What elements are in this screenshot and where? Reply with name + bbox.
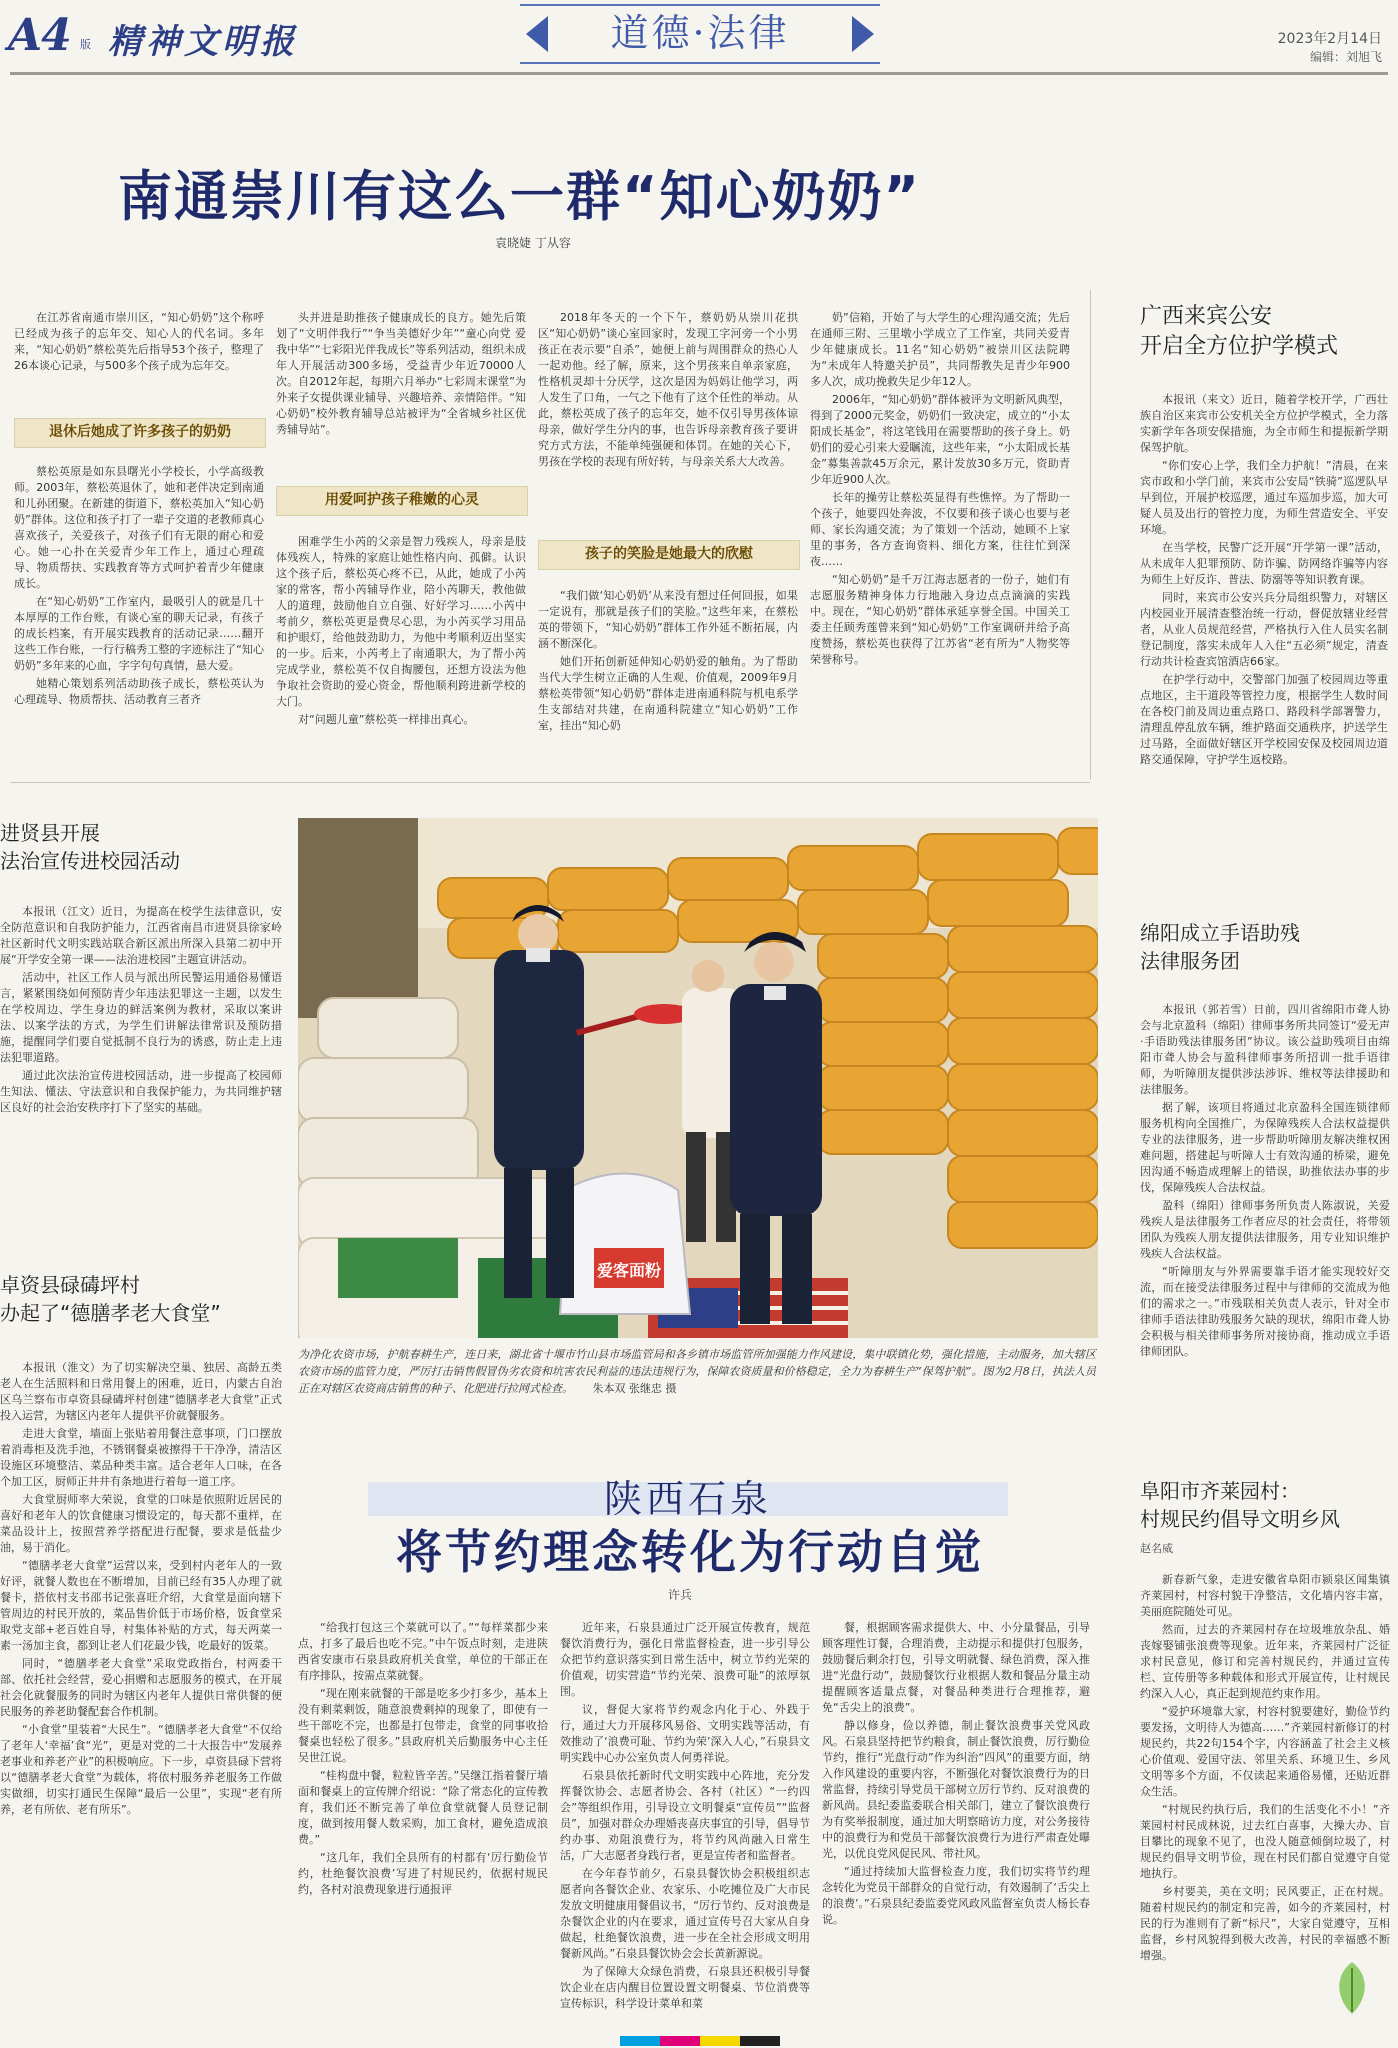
right-low-title-1: 阜阳市齐莱园村： (1140, 1479, 1300, 1503)
right-mid-p1: 本报讯（郭若雪）日前，四川省绵阳市聋人协会与北京盈科（绵阳）律师事务所共同签订“爱无声·手语助残法律服务团”协议。该公益助残项目由绵阳市聋人协会与盈科律师事务所招训一批手语律师，为听障朋友提供涉法涉诉、维权等法律援助和法律服务。 (1140, 1003, 1390, 1096)
lead-col2-p1: 头并进是助推孩子健康成长的良方。她先后策划了“文明伴我行”“争当美德好少年”“童心向党 爱我中华”“七彩阳光伴我成长”等系列活动，组织未成年人开展活动300多场，受益青少年近70000人次。自2012年起，每期六月举办“七彩周末课堂”为外来子女提供课业辅导、兴趣培养、亲情陪伴。“知心奶奶”校外教育辅导总站被评为“全省城乡社区优秀辅导站”。 (276, 311, 526, 436)
lead-subhead-1: 退休后她成了许多孩子的奶奶 (14, 418, 266, 448)
lead-col4-p4: “知心奶奶”是千万江海志愿者的一份子，她们有志愿服务精神身体力行地融入身边点点滴滴的实践中。现在，“知心奶奶”群体承延享誉全国。中国关工委主任顾秀莲曾来到“知心奶奶”工作室调研并给予高度赞扬，蔡松英也获得了江苏省“老有所为”人物奖等荣誉称号。 (810, 573, 1070, 666)
left-mid-p2: 活动中，社区工作人员与派出所民警运用通俗易懂语言，紧紧围绕如何预防青少年违法犯罪这一主题，以发生在学校周边、学生身边的鲜活案例为教材，采取以案讲法、以案学法的方式，为学生们讲解法律常识及预防措施，提醒同学们要自觉抵制不良行为的诱惑，防止走上违法犯罪道路。 (0, 971, 282, 1064)
lead-col4-p3: 长年的操劳让蔡松英显得有些憔悴。为了帮助一个孩子，她要四处奔波，不仅要和孩子谈心也要与老师、家长沟通交流；为了策划一个活动，她顾不上家里的事务，各方查询资料、细化方案，往往忙到深夜…… (810, 491, 1070, 568)
feature-col1-p2: “现在刚来就餐的干部是吃多少打多少，基本上没有剩菜剩饭，随意浪费剩掉的现象了，即使有一些干部吃不完，也都是打包带走，食堂的同事收拾餐桌也轻松了很多。”县政府机关后勤服务中心主任吴世江说。 (298, 1687, 548, 1764)
lead-headline: 南通崇川有这么一群“知心奶奶” (118, 165, 921, 228)
leaf-watermark-icon (1332, 1960, 1372, 2016)
right-top-text (1140, 392, 1388, 852)
feature-col2-p1: 近年来，石泉县通过广泛开展宣传教育，规范餐饮消费行为，强化日常监督检查，进一步引导公众把节约意识落实到日常生活中，树立节约光荣的价值观，切实营造“节约光荣、浪费可耻”的浓厚氛围。 (560, 1621, 810, 1698)
feature-kicker: 陕西石泉 (603, 1477, 772, 1521)
lead-col2-text (276, 310, 526, 472)
left-low-p1: 本报讯（淮文）为了切实解决空巢、独居、高龄五类老人在生活照料和日常用餐上的困难，近日，内蒙古自治区乌兰察布市卓资县碌碡坪村创建“德膳孝老大食堂”正式投入运营，为辖区内老年人提供平价就餐服务。 (0, 1361, 282, 1422)
page-number: A4 (8, 10, 71, 61)
sack-brand: 爱客面粉 (596, 1261, 662, 1280)
editor-credit: 编辑：刘旭飞 (1309, 50, 1382, 64)
right-low-p5: 乡村要美，美在文明；民风要正，正在村规。随着村规民约的制定和完善，如今的齐莱园村，村民的行为准则有了新“标尺”，大家自觉遵守，互相监督，乡村风貌得到极大改善，村民的幸福感不断增强。 (1140, 1885, 1390, 1962)
lead-subhead-2: 用爱呵护孩子稚嫩的心灵 (276, 486, 528, 516)
issue-date: 2023年2月14日 (1277, 31, 1382, 47)
lead-byline: 袁晓婕 丁从容 (495, 236, 571, 250)
lead-col2b-text (276, 534, 526, 742)
left-low-p3: 大食堂厨师率大荣说，食堂的口味是依照附近居民的喜好和老年人的饮食健康习惯设定的，每天都不重样，在菜品设计上，按照营养学搭配进行配餐，要求是低盐少油，易于消化。 (0, 1493, 282, 1554)
section-banner (520, 4, 880, 64)
photo-caption-text: 为净化农资市场，护航春耕生产，连日来，湖北省十堰市竹山县市场监管局和各乡镇市场监管所加强能力作风建设，集中联镇化势，强化措施，主动服务，加大辖区农资市场的监管力度，严厉打击销售假冒伪劣农资和坑害农民利益的违法违规行为，保障农资质量和价格稳定，全力为春耕生产“保驾护航”。图为2月8日，执法人员正在对辖区农资商店销售的种子、化肥进行拉网式检查。 (298, 1348, 1096, 1395)
lead-col1-text (14, 310, 264, 416)
right-low-p4: “村规民约执行后，我们的生活变化不小！”齐莱园村村民成林说，过去红白喜事，大操大办、盲目攀比的现象不见了，也没人随意倾倒垃圾了，村规民约倡导文明节俭，现在村民们都自觉遵守自觉地执行。 (1140, 1803, 1390, 1880)
feature-col1-p1: “给我打包这三个菜就可以了。”“每样菜都少来点，打多了最后也吃不完。”中午饭点时刻，走进陕西省安康市石泉县政府机关食堂，单位的干部正在有序排队，按需点菜就餐。 (298, 1621, 548, 1682)
right-low-p1: 新春新气象，走进安徽省阜阳市颍泉区闻集镇齐莱园村，村容村貌干净整洁，文化墙内容丰富，美丽庭院随处可见。 (1140, 1573, 1390, 1618)
section-title: 道德·法律 (610, 11, 790, 55)
feature-col1-text (298, 1620, 548, 2028)
lead-col1-p1: 在江苏省南通市崇川区，“知心奶奶”这个称呼已经成为孩子的忘年交、知心人的代名词。多年来，“知心奶奶”蔡松英先后指导53个孩子，整理了26本谈心记录，与500多个孩子成为忘年交。 (14, 311, 264, 372)
right-top-p5: 在护学行动中，交警部门加强了校园周边等重点地区，主干道段等管控力度，根据学生人数时间在各校门前及周边重点路口、路段科学部署警力，清理乱停乱放车辆，维护路面交通秩序，护送学生过马路，全面做好辖区开学校园安保及校园周边道路交通保障，守护学生返校路。 (1140, 673, 1388, 766)
paper-name: 精神文明报 (108, 22, 298, 62)
color-calibration-bar (620, 2036, 780, 2046)
right-low-byline: 赵名威 (1140, 1542, 1173, 1555)
right-mid-title-2: 法律服务团 (1140, 949, 1240, 973)
lead-col4-p1: 奶”信箱，开始了与大学生的心理沟通交流；先后在通师三附、三里墩小学成立了工作室，共同关爱青少年健康成长。11名“知心奶奶”被崇川区法院聘为“未成年人特邀关护员”，共同帮教失足青少年900多人次，成功挽救失足少年12人。 (810, 311, 1070, 388)
right-mid-title-1: 绵阳成立手语助残 (1140, 921, 1300, 945)
feature-col4-p1: 餐，根据顾客需求提供大、中、小分量餐品，引导顾客理性订餐，合理消费，主动提示和提供打包服务，鼓励餐后剩余打包，引导文明就餐、绿色消费，深入推进“光盘行动”，鼓励餐饮行业根据人数和餐品分量主动提醒顾客适量点餐，对餐品种类进行合理推荐，避免“舌尖上的浪费”。 (822, 1621, 1090, 1714)
lead-col3b-p2: 她们开拓创新延伸知心奶奶爱的触角。为了帮助当代大学生树立正确的人生观、价值观，2009年9月蔡松英带领“知心奶奶”群体走进南通科院与机电系学生支部结对共建，在南通科院建立“知心奶奶”工作室，挂出“知心奶 (538, 655, 798, 732)
feature-col1-p3: “桂构盘中餐，粒粒皆辛苦。”吴继江指着餐厅墙面和餐桌上的宣传牌介绍说：“除了常态化的宣传教育，我们还不断完善了单位食堂就餐人员登记制度，做到按用餐人数采购，加工食材，避免造成浪费。” (298, 1769, 548, 1846)
feature-col3-p2: 石泉县依托新时代文明实践中心阵地，充分发挥餐饮协会、志愿者协会、各村（社区）“一约四会”等组织作用，引导设立文明餐桌“宣传员”“监督员”，加强对群众办理婚丧喜庆事宜的引导，倡导节约办事、劝阻浪费行为，将节约风尚融入日常生活，广大志愿者身践行者，更是宣传者和监督者。 (560, 1769, 810, 1862)
right-low-title-2: 村规民约倡导文明乡风 (1140, 1507, 1340, 1531)
lead-subhead-3: 孩子的笑脸是她最大的欣慰 (538, 540, 800, 570)
page-number-suffix: 版 (80, 38, 91, 51)
right-top-title-2: 开启全方位护学模式 (1140, 334, 1339, 359)
yellow-swatch (700, 2036, 740, 2046)
lead-col3-p1: 2018年冬天的一个下午，蔡奶奶从崇川花拱区“知心奶奶”谈心室回家时，发现工字河旁一个小男孩正在表示要“自杀”，她便上前与周围群众的热心人一起劝他。经了解，原来，这个男孩来自单亲家庭，性格机灵却十分厌学，这次是因为妈妈让他学习，两人发生了口角，一气之下他有了这个任性的举动。从此，蔡松英成了孩子的忘年交，她不仅引导男孩体谅母亲，做好学生分内的事，也告诉母亲教育孩子要讲究方式方法，不能单纯强硬和体罚。在她的关心下，男孩在学校的表现有所好转，与母亲关系大大改善。 (538, 311, 798, 468)
masthead (0, 0, 1398, 72)
left-low-title-1: 卓资县碌碡坪村 (0, 1273, 140, 1297)
left-low-text (0, 1360, 282, 2036)
lead-col3-text (538, 310, 798, 530)
left-low-p6: “小食堂”里装着“大民生”。“德膳孝老大食堂”不仅给了老年人‘幸福’食“光”，更是对党的二十大报告中“发展养老事业和养老产业”的积极响应。下一步，卓资县碌下营将以“德膳孝老大食堂”为载体，将依村服务养老服务工作做实做细，切实打通民生保障“最后一公里”，实现“老有所养，老有所依、老有所乐”。 (0, 1723, 282, 1816)
lead-col1b-text (14, 464, 264, 742)
lead-col3b-text (538, 588, 798, 742)
feature-col3-p4: 为了保障大众绿色消费，石泉县还积极引导餐饮企业在店内醒目位置设置文明餐桌、节位消费等宣传标识，科学设计菜单和菜 (560, 1965, 810, 2010)
lead-col4-p2: 2006年，“知心奶奶”群体被评为文明新风典型，得到了2000元奖金，奶奶们一致决定，成立的“小太阳成长基金”，将这笔钱用在需要帮助的孩子身上。奶奶们的爱心引来大爱瞩流，这些年来，“小太阳成长基金”募集善款45万余元，累计发放30多万元，资助青少年近900人次。 (810, 393, 1070, 486)
chevron-right-icon (852, 16, 874, 52)
left-low-p4: “德膳孝老大食堂”运营以来，受到村内老年人的一致好评，就餐人数也在不断增加，目前已经有35人办理了就餐卡，搭依村支书邵书记张喜旺介绍，大食堂是面向辖下管周边的村民开放的，菜品售价低于市场价格，饭食堂采取党支部+老百姓自导，村集体补贴的方式，每天两菜一素一汤加主食，都到让老人们花最少钱，吃最好的饭菜。 (0, 1559, 282, 1652)
left-mid-p3: 通过此次法治宣传进校园活动，进一步提高了校园师生知法、懂法、守法意识和自我保护能力，为共同维护辖区良好的社会治安秩序打下了坚实的基础。 (0, 1069, 282, 1114)
lead-col1b-p2: 在“知心奶奶”工作室内，最吸引人的就是几十本厚厚的工作台账，有谈心室的聊天记录，有孩子的成长档案，有开展实践教育的活动记录……翻开这些工作台账，一行行稿秀工整的字迹标注了“知心奶奶”多年来的心血，字字句句真情，悬大爱。 (14, 595, 264, 672)
feature-col3-p3: 在今年春节前夕，石泉县餐饮协会积极组织志愿者向各餐饮企业、农家乐、小吃摊位及广大市民发放文明健康用餐倡议书，“厉行节约、反对浪费是杂餐饮企业的内在要求，通过宣传号召大家从自身做起，杜绝餐饮浪费，进一步在全社会形成文明用餐新风尚。”石泉县餐饮协会会长黄新源说。 (560, 1867, 810, 1960)
chevron-left-icon (526, 16, 548, 52)
photo-credit: 朱本双 张继忠 摄 (592, 1382, 677, 1395)
right-top-title-1: 广西来宾公安 (1140, 304, 1273, 329)
right-mid-p3: 盈科（绵阳）律师事务所负责人陈淑说，关爱残疾人是法律服务工作者应尽的社会责任，将带领团队为残疾人朋友提供法律服务，用专业知识维护残疾人合法权益。 (1140, 1199, 1390, 1260)
feature-col1-p4: “这几年，我们全县所有的村都有‘厉行勤俭节约，杜绝餐饮浪费’写进了村规民约，依据村规民约，各村对浪费现象进行通报评 (298, 1851, 548, 1896)
left-low-title-2: 办起了“德膳孝老大食堂” (0, 1301, 221, 1325)
magenta-swatch (660, 2036, 700, 2046)
lead-col1b-p1: 蔡松英原是如东县曙光小学校长，小学高级教师。2003年，蔡松英退休了，她和老伴决定到南通和儿孙团聚。在新建的街道下，蔡松英加入“知心奶奶”群体。这位和孩子打了一辈子交道的老教师真心喜欢孩子，关爱孩子，对孩子们有无限的耐心和爱心。她一心扑在关爱青少年工作上，通过心理疏导、物质帮扶、实践教育等方式呵护着青少年健康成长。 (14, 465, 264, 590)
column-divider (1090, 290, 1091, 780)
right-mid-p4: “听障朋友与外界需要靠手语才能实现较好交流，而在接受法律服务过程中与律师的交流成为他们的需求之一。”市残联相关负责人表示，针对全市律师手语法律助残服务欠缺的现状，绵阳市聋人协会积极与相关律师事务所对接协商，推动成立手语律师团队。 (1140, 1265, 1390, 1358)
right-top-p1: 本报讯（来文）近日，随着学校开学，广西壮族自治区来宾市公安机关全方位护学模式，全力落实新学年各项安保措施，为全市师生和提振新学期保驾护航。 (1140, 393, 1388, 454)
feature-headline: 将节约理念转化为行动自觉 (396, 1525, 984, 1579)
feature-col3-text (560, 1620, 810, 2028)
right-top-p3: 在当学校，民警广泛开展“开学第一课”活动，从未成年人犯罪预防、防诈骗、防网络诈骗等内容为师生上好反诈、普法、防溺等等知识教育课。 (1140, 541, 1388, 586)
black-swatch (740, 2036, 780, 2046)
lead-col1b-p3: 她精心策划系列活动助孩子成长，蔡松英认为心理疏导、物质帮扶、活动教育三者齐 (14, 677, 264, 706)
feature-byline: 许兵 (668, 1588, 693, 1602)
cyan-swatch (620, 2036, 660, 2046)
feature-col4-p3: “通过持续加大监督检查力度，我们切实将节约理念转化为党员干部群众的自觉行动，有效遏制了‘舌尖上的浪费’。”石泉县纪委监委党风政风监督室负责人杨长春说。 (822, 1865, 1090, 1926)
lead-col2b-p2: 对“问题儿童”蔡松英一样排出真心。 (298, 713, 475, 726)
right-top-p4: 同时，来宾市公安兴兵分局组织警力，对辖区内校园业开展清查整治统一行动，督促放辖业经营者，从业人员规范经营，严格执行入住人员实名制登记制度，落实未成年人入住“五必须”规定，清查行动共计检查宾馆酒店66家。 (1140, 591, 1388, 668)
left-mid-title-2: 法治宣传进校园活动 (0, 849, 180, 873)
left-mid-p1: 本报讯（江文）近日，为提高在校学生法律意识，安全防范意识和自我防护能力，江西省南昌市进贤县徐家岭社区新时代文明实践站联合新区派出所深入县第二初中开展“开学安全第一课——法治进校园”主题宣讲活动。 (0, 905, 282, 966)
news-photo (298, 818, 1098, 1338)
left-low-p5: 同时，“德膳孝老大食堂”采取党政指台，村两委干部、依托社会经营，爱心捐赠和志愿服务的模式，在开展社会化就餐服务的同时为辖区内老年人提供日常供餐的便民服务的养老助餐配套合作机制。 (0, 1657, 282, 1718)
right-mid-text (1140, 1002, 1390, 1422)
lead-col2b-p1: 困难学生小芮的父亲是智力残疾人，母亲是肢体残疾人，特殊的家庭让她性格内向、孤僻。认识这个孩子后，蔡松英心疼不已，从此，她成了小芮家的常客，帮小芮辅导作业，陪小芮聊天，教他做人的道理，鼓励他自立自强、好好学习……小芮中考前夕，蔡松英更是费尽心思，为小芮买学习用品和护眼灯，给他鼓劲助力，为他中考顺利迈出坚实的一步。后来，小芮考上了南通职大，为了帮小芮完成学业，蔡松英不仅自掏腰包，还想方设法为他争取社会资助的爱心资金，帮他顺利跨进新学校的大门。 (276, 535, 526, 708)
lead-col4-text (810, 310, 1070, 742)
feature-col4-text (822, 1620, 1090, 2028)
right-top-p2: “你们安心上学，我们全力护航！”清晨，在来宾市政和小学门前，来宾市公安局“铁骑”巡逻队早早到位，开展护校巡逻，通过车巡加步巡，加大可疑人员及出行的管控力度，为师生营造安全、平安环境。 (1140, 459, 1388, 536)
feature-col3-p1: 议，督促大家将节约观念内化于心、外践于行，通过大力开展移风易俗、文明实践等活动，有效推动了‘浪费可耻、节约为荣’深入人心，”石泉县文明实践中心办公室负责人何勇祥说。 (560, 1703, 810, 1764)
section-divider (10, 782, 1090, 783)
left-mid-title-1: 进贤县开展 (0, 821, 100, 845)
left-mid-text (0, 904, 282, 1188)
right-low-p2: 然而，过去的齐莱园村存在垃圾堆放杂乱、婚丧嫁娶铺张浪费等现象。近年来，齐莱园村广泛征求村民意见，修订和完善村规民约，并通过宣传栏、宣传册等多种载体和形式开展宣传，让村规民约深入人心，真正起到规范约束作用。 (1140, 1623, 1390, 1700)
right-mid-p2: 据了解，该项目将通过北京盈科全国连锁律师服务机构向全国推广，为保障残疾人合法权益提供专业的法律服务，进一步帮助听障朋友解决维权困难问题，搭建起与听障人士有效沟通的桥梁，避免因沟通不畅造成理解上的错误，助推依法办事的步伐，保障残疾人合法权益。 (1140, 1101, 1390, 1194)
left-low-p2: 走进大食堂，墙面上张贴着用餐注意事项，门口摆放着消毒柜及洗手池，不锈钢餐桌被擦得干干净净，清洁区设施区环境整洁、菜品种类丰富。适合老年人口味，在各个加工区，厨师正井井有条地进行着每一道工序。 (0, 1427, 282, 1488)
lead-col3b-p1: “我们做‘知心奶奶’从来没有想过任何回报，如果一定说有，那就是孩子们的笑脸。”这些年来，在蔡松英的带领下，“知心奶奶”群体工作外延不断拓展，内涵不断深化。 (538, 589, 798, 650)
masthead-rule (10, 72, 1388, 75)
photo-caption (298, 1346, 1096, 1397)
feature-col4-p2: 静以修身，俭以养德，制止餐饮浪费事关党风政风。石泉县坚持把节约粮食，制止餐饮浪费，厉行勤俭节约，推行“光盘行动”作为纠治“四风”的重要方面，纳入作风建设的重要内容，不断强化对餐饮浪费行为的日常监督，持续引导党员干部树立厉行节约、反对浪费的新风尚。县纪委监委联合相关部门，建立了餐饮浪费行为有奖举报制度，通过加大明察暗访力度，对公务接待中的浪费行为和党员干部餐饮浪费行为进行严肃查处曝光，以优良党风促民风、带社风。 (822, 1719, 1090, 1860)
right-low-p3: “爱护环境靠大家，村容村貌要建好，勤俭节约要发扬，文明待人为德高……”齐莱园村新修订的村规民约，共22句154个字，内容涵盖了社会主义核心价值观、爱国守法、邻里关系、环境卫生、乡风文明等多个方面，不仅读起来通俗易懂，还贴近群众生活。 (1140, 1705, 1390, 1798)
